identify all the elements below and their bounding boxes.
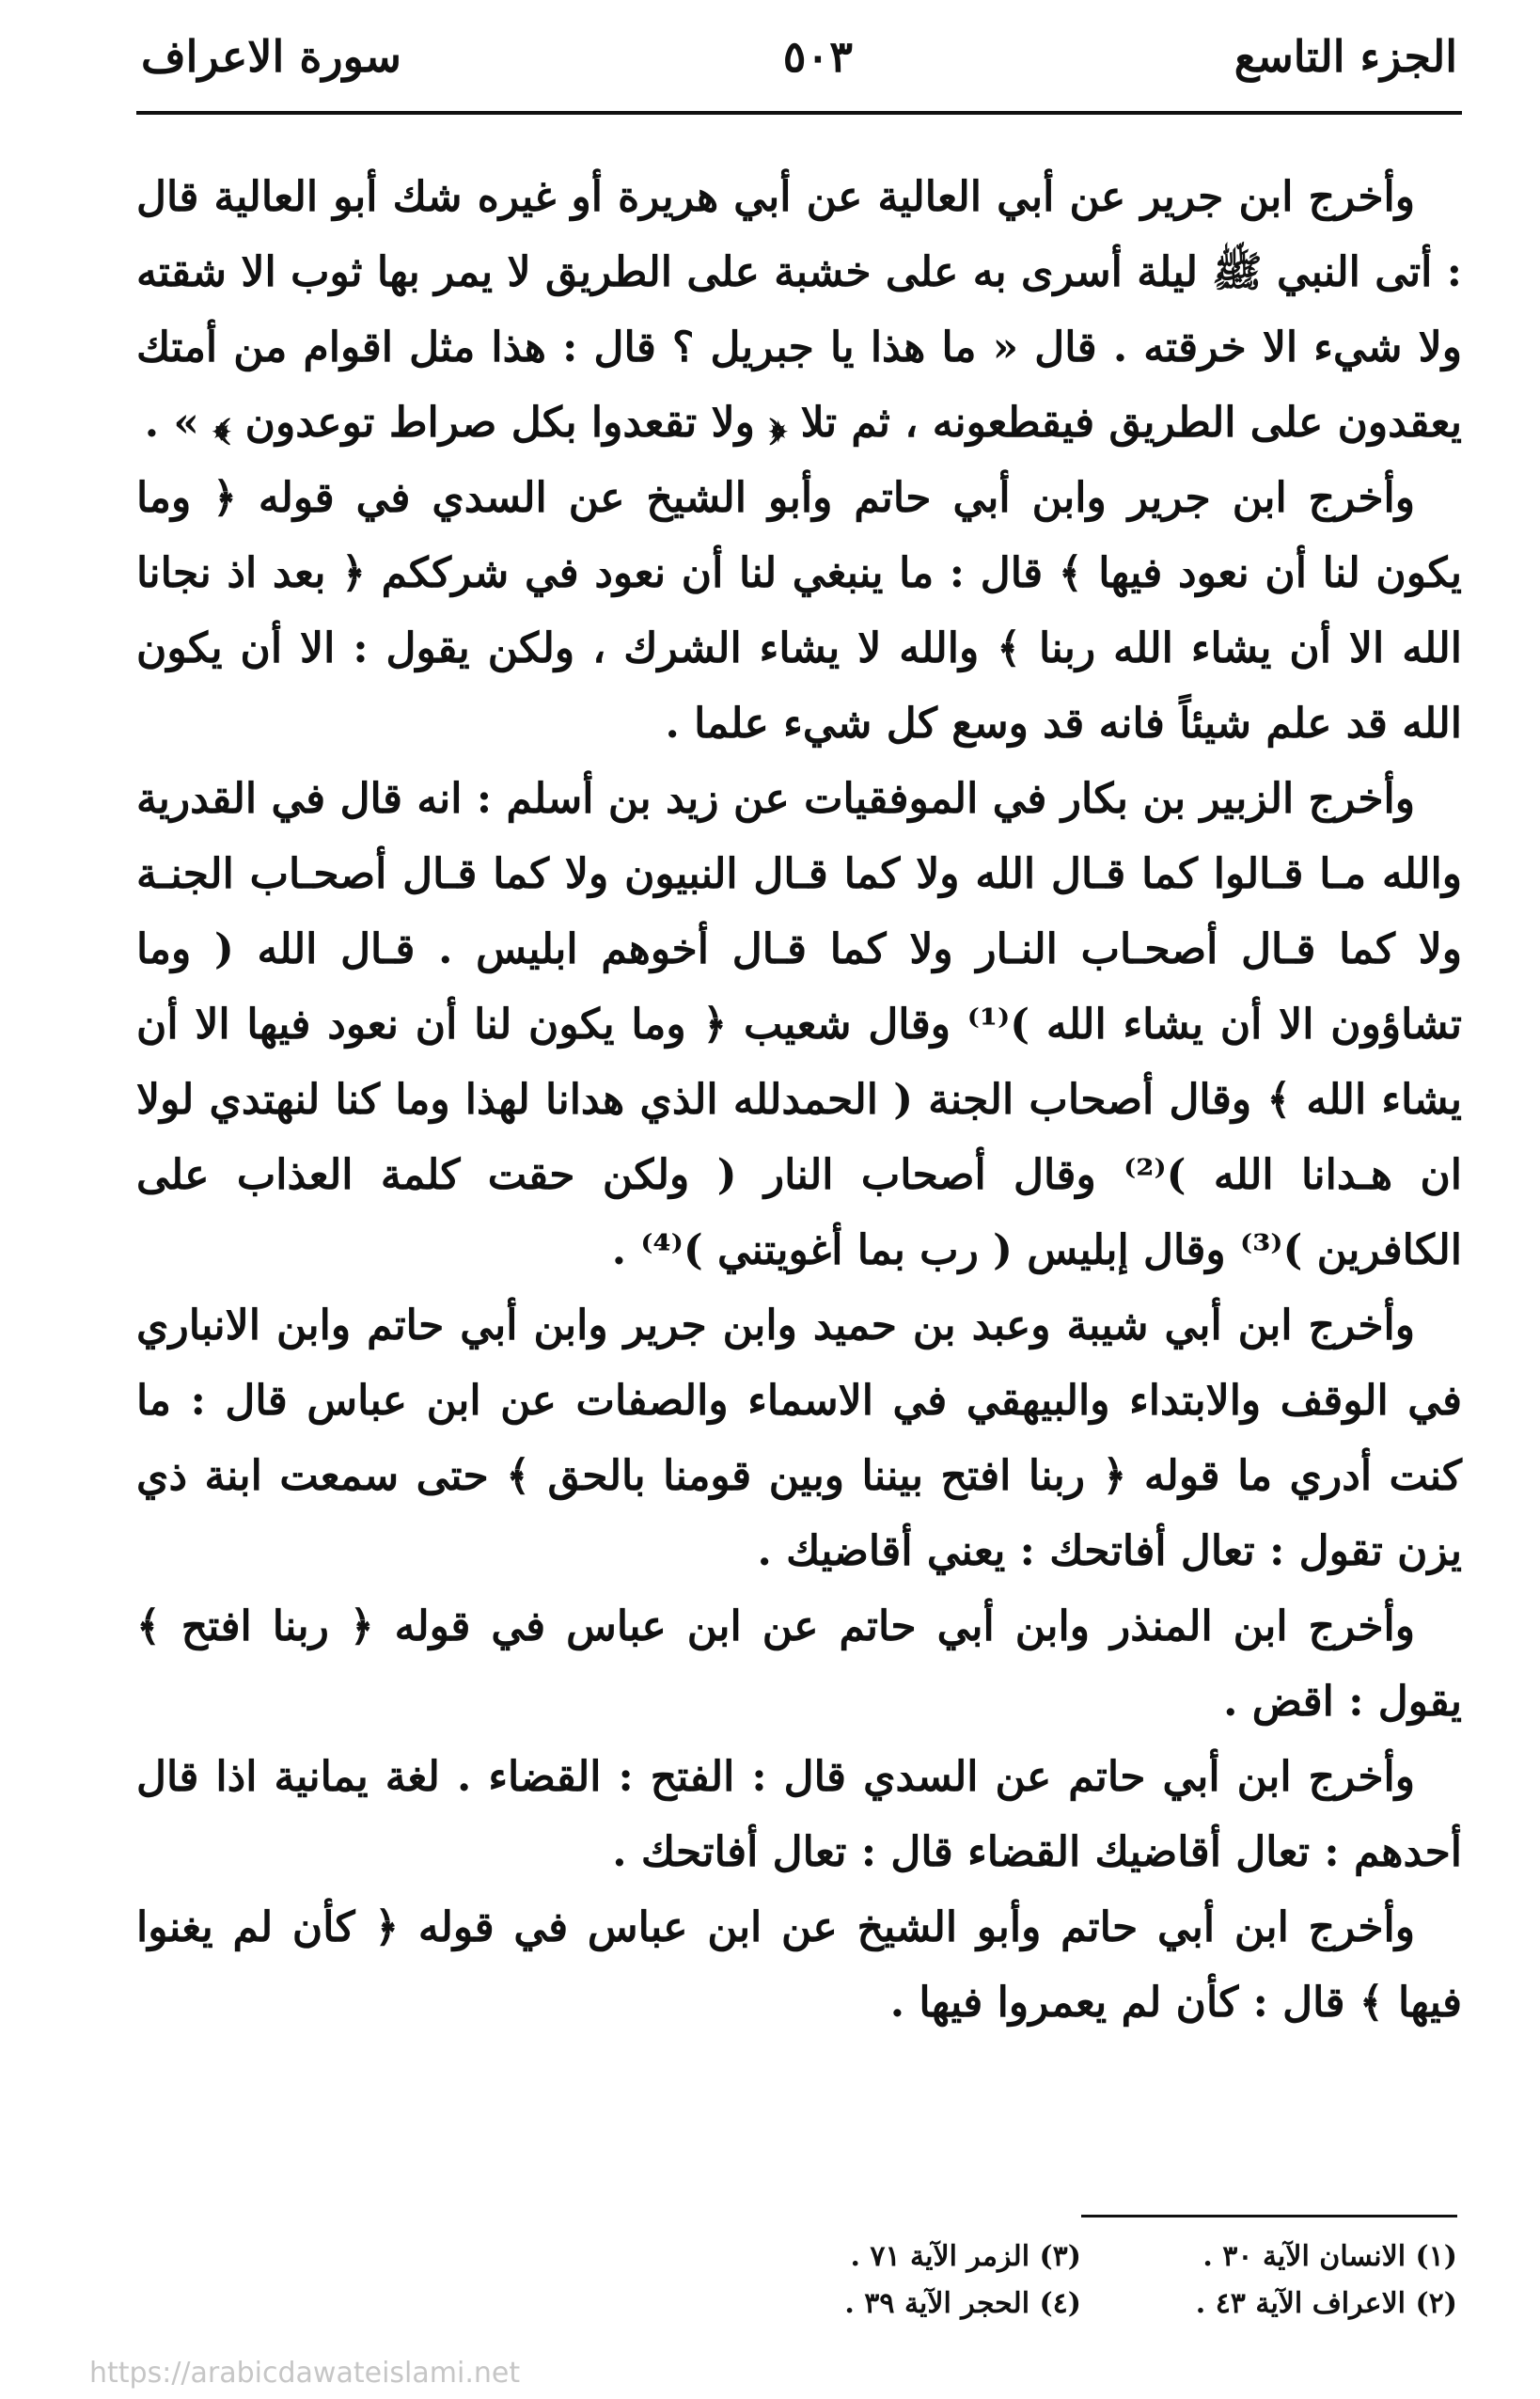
watermark-url: https://arabicdawateislami.net: [89, 2357, 521, 2390]
footnote: (٣) الزمر الآية ٧١ .: [850, 2240, 1081, 2273]
paragraph: وأخرج ابن أبي حاتم عن السدي قال : الفتح : القضاء . لغة يمانية اذا قال أحدهم : تعال أقاضيك القضاء قال : تعال أفاتحك .: [136, 1753, 1462, 1876]
paragraph: وأخرج ابن جرير عن أبي العالية عن أبي هريرة أو غيره شك أبو العالية قال : أتى النبي ﷺ ليلة أسرى به على خشبة على الطريق لا يمر بها ثوب الا شقته ولا شيء الا خرقته . قال « ما هذا يا جبريل ؟ قال : هذا مثل اقوام من أمتك يعقدون على الطريق فيقطعونه ، ثم تلا ﴿ ولا تقعدوا بكل صراط توعدون ﴾ » .: [136, 173, 1462, 447]
footnote: (٢) الاعراف الآية ٤٣ .: [1195, 2287, 1457, 2320]
paragraph: وأخرج الزبير بن بكار في الموفقيات عن زيد بن أسلم : انه قال في القدرية والله مـا قـالوا كما قـال الله ولا كما قـال النبيون ولا كما قـال أصحـاب الجنـة ولا كما قـال أصحـاب النـار ولا كما قـال أخوهم ابليس . قـال الله ( وما تشاؤون الا أن يشاء الله )⁽¹⁾ وقال شعيب ﴿ وما يكون لنا أن نعود فيها الا أن يشاء الله ﴾ وقال أصحاب الجنة ( الحمدلله الذي هدانا لهذا وما كنا لنهتدي لولا ان هـدانا الله )⁽²⁾ وقال أصحاب النار ( ولكن حقت كلمة العذاب على الكافرين )⁽³⁾ وقال إبليس ( رب بما أغويتني )⁽⁴⁾ .: [136, 775, 1462, 1274]
footnotes: [733, 2233, 1457, 2328]
paragraph: وأخرج ابن أبي شيبة وعبد بن حميد وابن جرير وابن أبي حاتم وابن الانباري في الوقف والابتداء والبيهقي في الاسماء والصفات عن ابن عباس قال : ما كنت أدري ما قوله ﴿ ربنا افتح بيننا وبين قومنا بالحق ﴾ حتى سمعت ابنة ذي يزن تقول : تعال أفاتحك : يعني أقاضيك .: [136, 1302, 1462, 1575]
footnote: (١) الانسان الآية ٣٠ .: [1202, 2240, 1457, 2273]
main-text: [136, 160, 1462, 2041]
part-title: الجزء التاسع: [1234, 31, 1457, 82]
page-number: ٥٠٣: [782, 31, 853, 82]
page-header: [141, 19, 1457, 94]
paragraph: وأخرج ابن المنذر وابن أبي حاتم عن ابن عباس في قوله ﴿ ربنا افتح ﴾ يقول : اقض .: [136, 1602, 1462, 1726]
header-divider: [136, 111, 1462, 115]
paragraph: وأخرج ابن جرير وابن أبي حاتم وأبو الشيخ عن السدي في قوله ﴿ وما يكون لنا أن نعود فيها ﴾ قال : ما ينبغي لنا أن نعود في شرككم ﴿ بعد اذ نجانا الله الا أن يشاء الله ربنا ﴾ والله لا يشاء الشرك ، ولكن يقول : الا أن يكون الله قد علم شيئاً فانه قد وسع كل شيء علما .: [136, 474, 1462, 748]
footnote: (٤) الحجر الآية ٣٩ .: [844, 2287, 1081, 2320]
paragraph: وأخرج ابن أبي حاتم وأبو الشيخ عن ابن عباس في قوله ﴿ كأن لم يغنوا فيها ﴾ قال : كأن لم يعمروا فيها .: [136, 1903, 1462, 2027]
footnote-divider: [1081, 2215, 1457, 2217]
surah-title: سورة الاعراف: [141, 31, 401, 82]
